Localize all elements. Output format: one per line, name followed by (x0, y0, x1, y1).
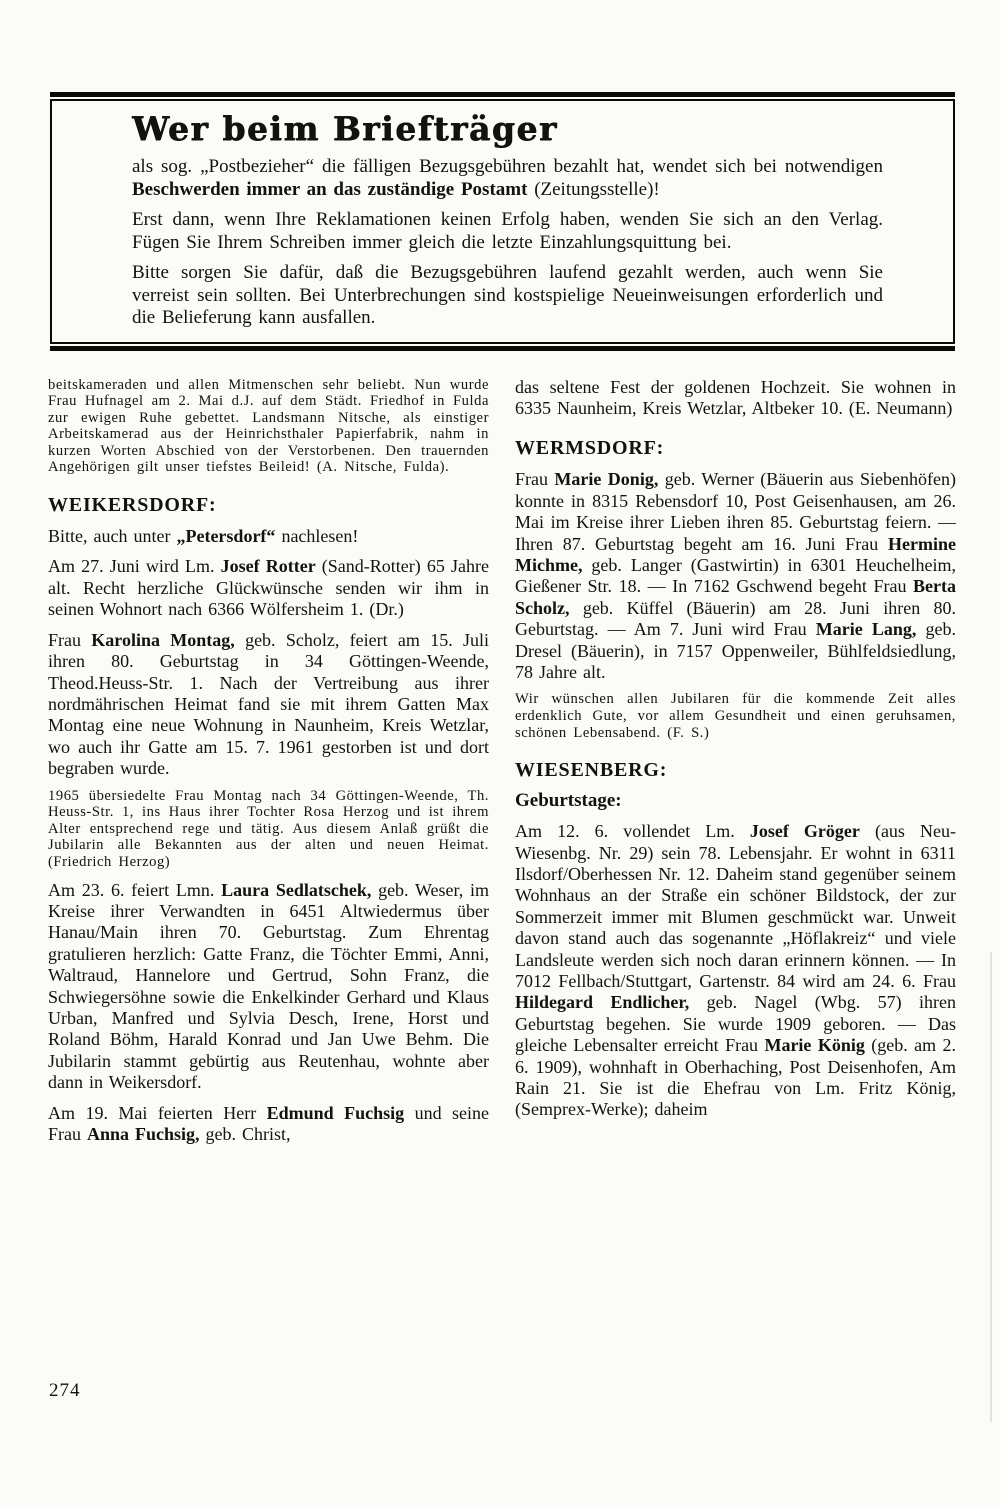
right-column (515, 377, 956, 1146)
scan-artifact-line (990, 952, 992, 1422)
paragraph: Am 23. 6. feiert Lmn. Laura Sedlatschek, geb. Weser, im Kreise ihrer Verwandten in 6451 Altwiedermus über Hanau/Main ihren 70. Geburtstag. Zum Ehrentag gratulieren herzlich: Gatte Franz, die Töchter Emmi, Anni, Waltraud, Hannelore und Gertrud, Sohn Franz, die Schwiegersöhne sowie die Enkelkinder Gerhard und Klaus Urban, Manfred und Sylvia Desch, Irene, Horst und Roland Böhm, Harald Konrad und Jan Uwe Behm. Die Jubilarin stammt gebürtig aus Reutenhau, wohnte aber dann in Weikersdorf. (48, 879, 489, 1093)
paragraph: das seltene Fest der goldenen Hochzeit. Sie wohnen in 6335 Naunheim, Kreis Wetzlar, Altbeker 10. (E. Neumann) (515, 376, 956, 418)
notice-box-frame (50, 92, 955, 351)
paragraph: Am 27. Juni wird Lm. Josef Rotter (Sand-Rotter) 65 Jahre alt. Recht herzliche Glückwünsche senden wir ihm in seinen Wohnort nach 6366 Wölfersheim 1. (Dr.) (48, 556, 489, 620)
page-number: 274 (49, 1380, 81, 1401)
section-heading: WEIKERSDORF: (48, 494, 217, 517)
paragraph: Bitte, auch unter „Petersdorf“ nachlesen! (48, 526, 359, 547)
notice-body (132, 156, 883, 330)
section-heading: WERMSDORF: (515, 437, 665, 460)
notice-title: Wer beim Briefträger (132, 109, 558, 148)
section-heading: WIESENBERG: (515, 759, 668, 782)
paragraph: Erst dann, wenn Ihre Reklamationen keinen Erfolg haben, wenden Sie sich an den Verlag. Fügen Sie Ihrem Schreiben immer gleich die letzte Einzahlungsquittung bei. (132, 209, 883, 253)
paragraph: Am 12. 6. vollendet Lm. Josef Gröger (aus Neu-Wiesenbg. Nr. 29) sein 78. Lebensjahr. Er wohnt in 6311 Ilsdorf/Oberhessen Nr. 12. Daheim stand gegenüber seinem Wohnhaus an der Straße ein schöner Bildstock, der zur Sommerzeit immer mit Blumen geschmückt war. Unweit davon stand auch das sogenannte „Höflakreiz“ und viele Landsleute werden sich noch daran erinnern können. — In 7012 Fellbach/Stuttgart, Gartenstr. 84 wird am 24. 6. Frau Hildegard Endlicher, geb. Nagel (Wbg. 57) ihren Geburtstag begehen. Sie wurde 1909 geboren. — Das gleiche Lebensalter erreicht Frau Marie König (geb. am 2. 6. 1909), wohnhaft in Oberhaching, Post Deisenhofen, Am Rain 21. Sie ist die Ehefrau von Lm. Fritz König, (Semprex-Werke); daheim (515, 821, 957, 1120)
paragraph: als sog. „Postbezieher“ die fälligen Bezugsgebühren bezahlt hat, wendet sich bei notwendigen Beschwerden immer an das zuständige Postamt (Zeitungsstelle)! (132, 156, 883, 200)
fine-print-paragraph: beitskameraden und allen Mitmenschen sehr beliebt. Nun wurde Frau Hufnagel am 2. Mai d.J. auf dem Städt. Friedhof in Fulda zur ewigen Ruhe gebettet. Landsmann Nitsche, als einstiger Arbeitskamerad aus der Heinrichsthaler Papierfabrik, nahm in kurzen Worten Abschied von der Verstorbenen. Den trauernden Angehörigen gilt unser tiefstes Beileid! (A. Nitsche, Fulda). (48, 376, 489, 476)
newspaper-page (0, 92, 1000, 1505)
left-column (48, 377, 489, 1146)
sub-heading: Geburtstage: (515, 790, 622, 812)
paragraph: Am 19. Mai feierten Herr Edmund Fuchsig und seine Frau Anna Fuchsig, geb. Christ, (48, 1102, 490, 1144)
article-columns (48, 377, 956, 1146)
paragraph: Frau Karolina Montag, geb. Scholz, feiert am 15. Juli ihren 80. Geburtstag in 34 Göttingen-Weende, Theod.Heuss-Str. 1. Nach der Vertreibung aus ihrer nordmährischen Heimat fand sie mit ihrem Gatten Max Montag eine neue Wohnung in Naunheim, Kreis Wetzlar, wo auch ihr Gatte am 15. 7. 1961 gestorben ist und dort begraben wurde. (48, 629, 489, 779)
notice-box (50, 99, 955, 344)
paragraph: Frau Marie Donig, geb. Werner (Bäuerin aus Siebenhöfen) konnte in 8315 Rebensdorf 10, Post Geisenhausen, am 26. Mai im Kreise ihrer Lieben ihren 85. Geburtstag feiern. — Ihren 87. Geburtstag begeht am 16. Juni Frau Hermine Michme, geb. Langer (Gastwirtin) in 6301 Heuchelheim, Gießener Str. 18. — In 7162 Gschwend begeht Frau Berta Scholz, geb. Küffel (Bäuerin) am 28. Juni ihren 80. Geburtstag. — Am 7. Juni wird Frau Marie Lang, geb. Dresel (Bäuerin), in 7157 Oppenweiler, Bühlfeldsiedlung, 78 Jahre alt. (515, 469, 957, 682)
paragraph: Bitte sorgen Sie dafür, daß die Bezugsgebühren laufend gezahlt werden, auch wenn Sie verreist sein sollten. Bei Unterbrechungen sind kostspielige Neueinweisungen erforderlich und die Belieferung kann ausfallen. (132, 262, 883, 328)
fine-print-paragraph: Wir wünschen allen Jubilaren für die kommende Zeit alles erdenklich Gute, vor allem Gesundheit und einen geruhsamen, schönen Lebensabend. (F. S.) (515, 691, 956, 741)
fine-print-paragraph: 1965 übersiedelte Frau Montag nach 34 Göttingen-Weende, Th. Heuss-Str. 1, ins Haus ihrer Tochter Rosa Herzog und ist ihrem Alter entsprechend rege und tätig. Aus diesem Anlaß grüßt die Jubilarin alle Bekannten aus der alten und neuen Heimat. (Friedrich Herzog) (48, 787, 489, 870)
